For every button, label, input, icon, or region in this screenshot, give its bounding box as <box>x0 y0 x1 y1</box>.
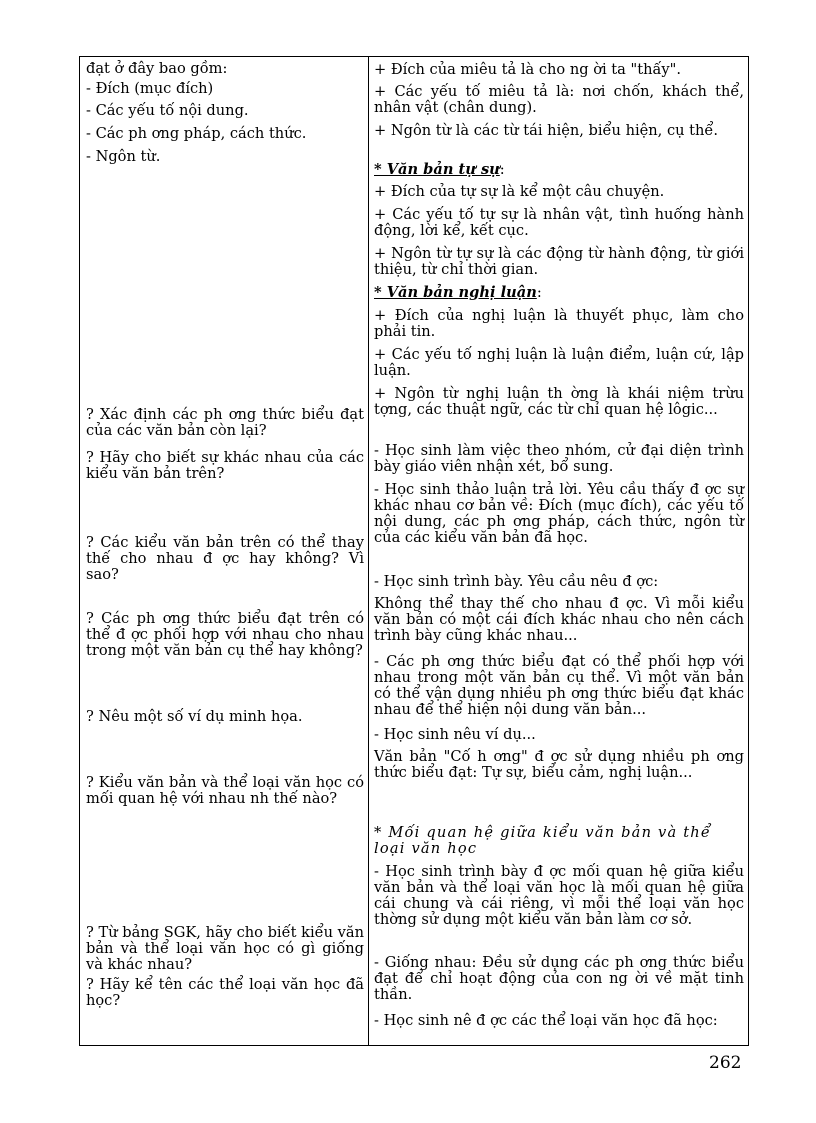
section-heading-text: * Văn bản tự sự <box>374 161 500 178</box>
intro-line: đạt ở đây bao gồm: <box>86 60 228 77</box>
answer-paragraph: Văn bản "Cố h ơng" đ ợc sử dụng nhiều ph ơng thức biểu đạt: Tự sự, biểu cảm, nghị luận... <box>374 748 744 781</box>
section-heading: * Mối quan hệ giữa kiểu văn bản và thể loại văn học <box>374 824 712 857</box>
left-column <box>80 57 368 1045</box>
right-column <box>369 57 749 1045</box>
intro-line: - Ngôn từ. <box>86 148 161 165</box>
answer-paragraph: Không thể thay thế cho nhau đ ợc. Vì mỗi kiểu văn bản có một cái đích khác nhau cho nên cách trình bày cũng khác nhau... <box>374 595 744 644</box>
answer-paragraph: - Học sinh nêu ví dụ... <box>374 726 536 743</box>
page-number: 262 <box>709 1053 742 1073</box>
answer-paragraph: + Các yếu tố tự sự là nhân vật, tình huống hành động, lời kể, kết cục. <box>374 206 744 239</box>
answer-paragraph: + Các yếu tố nghị luận là luận điểm, luận cứ, lập luận. <box>374 346 744 379</box>
answer-paragraph: - Học sinh trình bày. Yêu cầu nêu đ ợc: <box>374 573 659 590</box>
section-heading <box>374 285 744 301</box>
answer-paragraph: - Các ph ơng thức biểu đạt có thể phối hợp với nhau trong một văn bản cụ thể. Vì một văn bản có thể vận dụng nhiều ph ơng thức biểu đạt khác nhau để thể hiện nội dung văn bản... <box>374 653 744 718</box>
intro-line: - Đích (mục đích) <box>86 80 214 97</box>
question: ? Hãy cho biết sự khác nhau của các kiểu văn bản trên? <box>86 449 364 482</box>
answer-paragraph: - Học sinh thảo luận trả lời. Yêu cầu thấy đ ợc sự khác nhau cơ bản về: Đích (mục đích), các yếu tố nội dung, các ph ơng pháp, cách thức, ngôn từ của các kiểu văn bản đã học. <box>374 481 744 546</box>
question: ? Hãy kể tên các thể loại văn học đã học? <box>86 976 364 1009</box>
content-table <box>79 56 749 1046</box>
heading-colon: : <box>499 161 505 178</box>
answer-paragraph: + Đích của tự sự là kể một câu chuyện. <box>374 183 665 200</box>
answer-paragraph: - Học sinh trình bày đ ợc mối quan hệ giữa kiểu văn bản và thể loại văn học là mối quan hệ giữa cái chung và cái riêng, vì mỗi thể loại văn học thờng sử dụng một kiểu văn bản làm cơ sở. <box>374 863 744 928</box>
answer-paragraph: - Học sinh làm việc theo nhóm, cử đại diện trình bày giáo viên nhận xét, bổ sung. <box>374 442 744 475</box>
answer-paragraph: - Giống nhau: Đều sử dụng các ph ơng thức biểu đạt để chỉ hoạt động của con ng ời về mặt tinh thần. <box>374 954 744 1003</box>
answer-paragraph: + Ngôn từ tự sự là các động từ hành động, từ giới thiệu, từ chỉ thời gian. <box>374 245 744 278</box>
question: ? Xác định các ph ơng thức biểu đạt của các văn bản còn lại? <box>86 406 364 439</box>
section-heading <box>374 162 744 178</box>
answer-paragraph: - Học sinh nê đ ợc các thể loại văn học đã học: <box>374 1012 718 1029</box>
heading-colon: : <box>536 284 542 301</box>
section-heading-text: * Văn bản nghị luận <box>374 284 537 301</box>
intro-line: - Các yếu tố nội dung. <box>86 102 249 119</box>
question: ? Các ph ơng thức biểu đạt trên có thể đ ợc phối hợp với nhau cho nhau trong một văn bản cụ thể hay không? <box>86 610 364 659</box>
answer-paragraph: + Các yếu tố miêu tả là: nơi chốn, khách thể, nhân vật (chân dung). <box>374 83 744 116</box>
answer-paragraph: + Đích của miêu tả là cho ng ời ta "thấy". <box>374 61 682 78</box>
answer-paragraph: + Ngôn từ nghị luận th ờng là khái niệm trừu tợng, các thuật ngữ, các từ chỉ quan hệ lôgic... <box>374 385 744 418</box>
question: ? Các kiểu văn bản trên có thể thay thế cho nhau đ ợc hay không? Vì sao? <box>86 534 364 583</box>
question: ? Kiểu văn bản và thể loại văn học có mối quan hệ với nhau nh thế nào? <box>86 774 364 807</box>
question: ? Nêu một số ví dụ minh họa. <box>86 708 303 725</box>
intro-line: - Các ph ơng pháp, cách thức. <box>86 125 307 142</box>
answer-paragraph: + Đích của nghị luận là thuyết phục, làm cho phải tin. <box>374 307 744 340</box>
question: ? Từ bảng SGK, hãy cho biết kiểu văn bản và thể loại văn học có gì giống và khác nhau? <box>86 924 364 973</box>
answer-paragraph: + Ngôn từ là các từ tái hiện, biểu hiện, cụ thể. <box>374 122 719 139</box>
